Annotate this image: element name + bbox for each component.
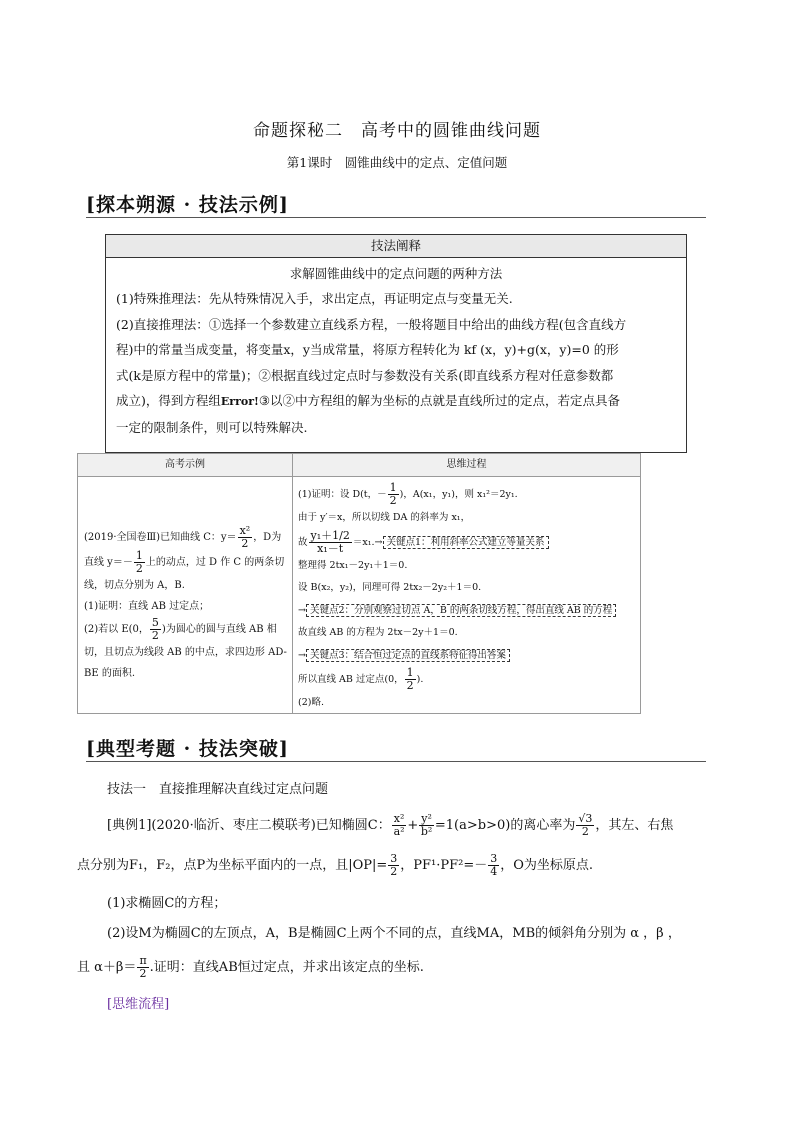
fraction: $\frac{\pi}{2}$: [139, 954, 147, 980]
method-p2-l1: (2)直接推理法：①选择一个参数建立直线系方程，一般将题目中给出的曲线方程(包含直线方: [116, 316, 627, 332]
question-2: (2)设M为椭圆C的左顶点，A，B是椭圆C上两个不同的点，直线MA，MB的倾斜角分别为 α ，β ，: [107, 926, 681, 941]
fraction: $\frac{3}{2}$: [390, 852, 398, 878]
question-1: (1)求椭圆C的方程；: [107, 896, 227, 911]
fraction: $\frac{√3}{2}$: [578, 812, 593, 838]
fraction: $\frac{\text{y₁＋1/2}}{\text{x₁－t}}$: [310, 528, 350, 555]
method-explanation-box: [105, 234, 687, 453]
example-1-line-2: 点分别为F₁，F₂，点P为坐标平面内的一点，且|OP|= $\frac{3}{2}$ ，PF¹·PF²=－ $\frac{3}{4}$ ，O为坐标原点.: [77, 852, 594, 878]
fraction: $\frac{1}{2}$: [135, 549, 143, 575]
fraction: $\frac{\text{x²}}{\text{a²}}$: [393, 812, 405, 838]
fraction: $\frac{3}{4}$: [490, 852, 498, 878]
method-p2-l3: 式(k是原方程中的常量)；②根据直线过定点时与参数没有关系(即直线系方程对任意参数都: [116, 367, 614, 383]
key-point-2: 关键点2：分别观察过切点 A，B 的两条切线方程，得出直线 AB 的方程: [306, 604, 616, 617]
section-rule-2: [86, 761, 706, 762]
method-1-heading: 技法一 直接推理解决直线过定点问题: [107, 782, 329, 797]
method-box-header: 技法阐释: [106, 235, 686, 258]
method-p2-l4: 成立)，得到方程组Error!③以②中方程组的解为坐标的点就是直线所过的定点，若定点具备: [116, 393, 621, 408]
page-title: 命题探秘二 高考中的圆锥曲线问题: [253, 121, 541, 141]
page-subtitle: 第1课时 圆锥曲线中的定点、定值问题: [286, 155, 508, 170]
section-rule-1: [86, 217, 706, 218]
fraction: $\frac{5}{2}$: [151, 616, 159, 642]
fraction: $\frac{1}{2}$: [389, 481, 397, 507]
question-2-cont: 且 α＋β＝ $\frac{\pi}{2}$ .证明：直线AB恒过定点，并求出该定点的坐标.: [77, 954, 424, 980]
col-header-thinking: 思维过程: [446, 459, 487, 470]
method-p2-l2: 程)中的常量当成变量，将变量x，y当成常量，将原方程转化为 kf (x，y)+g(x，y)=0 的形: [116, 342, 619, 357]
table-divider: [292, 476, 293, 713]
fraction: $\frac{\text{x²}}{2}$: [239, 524, 251, 550]
example-problem-text: (2019·全国卷Ⅲ)已知曲线 C：y＝ $\frac{\text{x²}}{2}$ ，D为 直线 y＝－ $\frac{1}{2}$ 上的动点，过 D 作 C 的两条切 线，切点分别为 A，B. (1)证明：直线 AB 过定点； (2)若以 E(0， $\frac{5}{2}$ )为圆心的圆与直线 AB 相 切，且切点为线段 AB 的中点，求四边形 AD- BE 的面积.: [84, 524, 287, 679]
error-mark: Error!: [220, 395, 259, 408]
section-heading-1: [探本朔源 · 技法示例]: [86, 194, 289, 216]
key-point-3: 关键点3：结合恒过定点的直线系特征得出答案: [306, 649, 510, 662]
thinking-process-text: (1)证明：设 D(t，－ $\frac{1}{2}$ )，A(x₁，y₁)，则 x₁²＝2y₁. 由于 y′＝x，所以切线 DA 的斜率为 x₁， 故 $\frac{\text{y₁＋1/2}}{\text{x₁－t}}$ ＝x₁.→ 关键点1：利用斜率公式建立等量关系 整理得 2tx₁－2y₁＋1＝0. 设 B(x₂，y₂)，同理可得 2tx₂－2y₂＋1＝0. → 关键点2：分别观察过切点 A，B 的两条切线方程，得出直线 AB 的方程 故直线 AB 的方程为 2tx－2y＋1＝0. → 关键点3：结合恒过定点的直线系特征得出答案 所以直线 AB 过定点(0， $\frac{1}{2}$ ). (2)略.: [298, 482, 636, 715]
col-header-example: 高考示例: [78, 454, 293, 476]
key-point-1: 关键点1：利用斜率公式建立等量关系: [383, 536, 549, 549]
example-table-header: [78, 454, 640, 477]
section-heading-2: [典型考题 · 技法突破]: [86, 738, 289, 760]
fraction: $\frac{\text{y²}}{\text{b²}}$: [420, 812, 433, 838]
method-box-center-line: 求解圆锥曲线中的定点问题的两种方法: [289, 266, 503, 281]
fraction: $\frac{1}{2}$: [406, 666, 414, 692]
thinking-flow-label: [思维流程]: [107, 997, 170, 1012]
method-p1: (1)特殊推理法：先从特殊情况入手，求出定点，再证明定点与变量无关.: [116, 291, 513, 306]
method-p2-l5: 一定的限制条件，则可以特殊解决.: [116, 419, 308, 435]
example-1-line-1: [典例1](2020·临沂、枣庄二模联考)已知椭圆C： $\frac{\text{x²}}{\text{a²}}$ + $\frac{\text{y²}}{\text{b²}}$ =1(a>b>0)的离心率为 $\frac{√3}{2}$ ，其左、右焦: [107, 812, 674, 838]
